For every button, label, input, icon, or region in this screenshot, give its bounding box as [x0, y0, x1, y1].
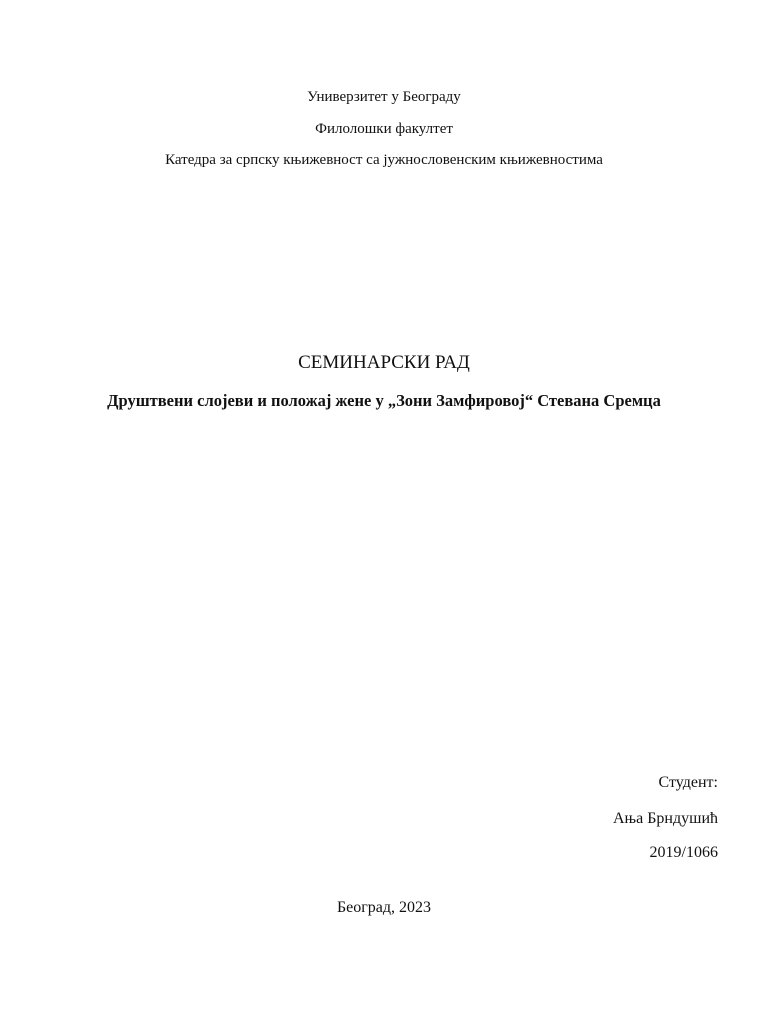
document-type-heading: СЕМИНАРСКИ РАД	[298, 352, 470, 373]
student-label: Студент:	[658, 774, 718, 791]
university-name: Универзитет у Београду	[307, 89, 461, 105]
student-index: 2019/1066	[649, 844, 718, 861]
student-name: Ања Брндушић	[613, 810, 718, 827]
faculty-name: Филолошки факултет	[315, 121, 453, 137]
department-name: Катедра за српску књижевност са јужнословенским књижевностима	[165, 152, 603, 168]
place-and-date: Београд, 2023	[336, 899, 432, 916]
document-title: Друштвени слојеви и положај жене у „Зони Замфировој“ Стевана Сремца	[107, 391, 661, 410]
